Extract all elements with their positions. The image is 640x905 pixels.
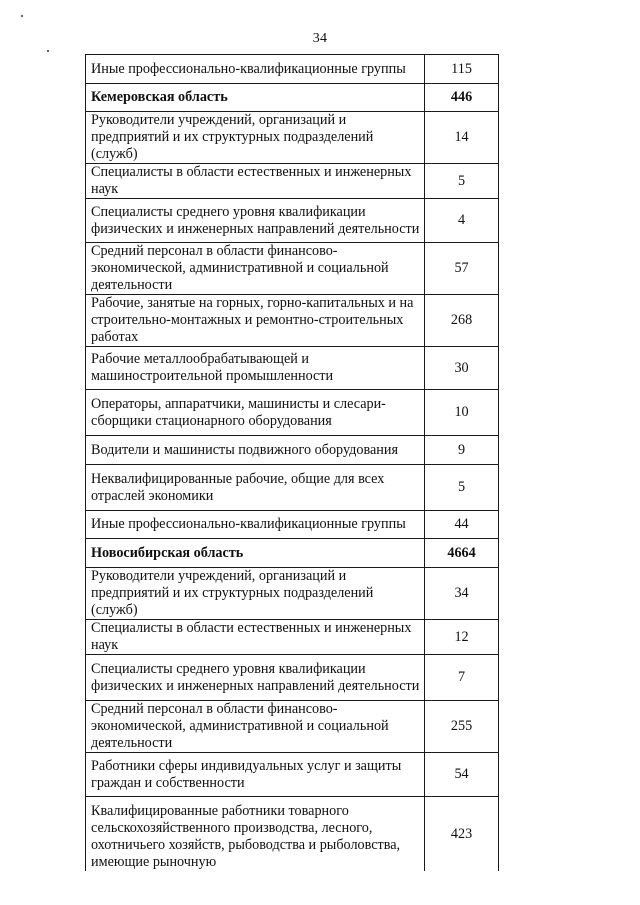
table-row bbox=[86, 243, 499, 295]
row-value: 255 bbox=[425, 701, 499, 753]
row-label: Руководители учреждений, организаций и предприятий и их структурных подразделений (служб) bbox=[86, 112, 425, 164]
region-name: Кемеровская область bbox=[86, 84, 425, 112]
row-value: 57 bbox=[425, 243, 499, 295]
table-row bbox=[86, 164, 499, 199]
table-row bbox=[86, 655, 499, 701]
row-label: Специалисты в области естественных и инженерных наук bbox=[86, 620, 425, 655]
row-value: 12 bbox=[425, 620, 499, 655]
row-label: Руководители учреждений, организаций и предприятий и их структурных подразделений (служб) bbox=[86, 568, 425, 620]
row-value: 5 bbox=[425, 164, 499, 199]
table-row bbox=[86, 199, 499, 243]
region-name: Новосибирская область bbox=[86, 539, 425, 568]
table-row bbox=[86, 390, 499, 436]
row-value: 54 bbox=[425, 753, 499, 797]
row-value: 423 bbox=[425, 797, 499, 872]
row-label: Неквалифицированные рабочие, общие для всех отраслей экономики bbox=[86, 465, 425, 511]
region-total: 4664 bbox=[425, 539, 499, 568]
data-table bbox=[85, 54, 499, 871]
region-row bbox=[86, 539, 499, 568]
row-label: Иные профессионально-квалификационные группы bbox=[86, 55, 425, 84]
table-row-cut bbox=[86, 797, 499, 872]
row-label: Водители и машинисты подвижного оборудования bbox=[86, 436, 425, 465]
row-label: Специалисты среднего уровня квалификации физических и инженерных направлений деятельности bbox=[86, 655, 425, 701]
row-label: Операторы, аппаратчики, машинисты и слесари-сборщики стационарного оборудования bbox=[86, 390, 425, 436]
row-value: 4 bbox=[425, 199, 499, 243]
table-row bbox=[86, 436, 499, 465]
row-label: Специалисты среднего уровня квалификации физических и инженерных направлений деятельности bbox=[86, 199, 425, 243]
table-row bbox=[86, 465, 499, 511]
row-value: 268 bbox=[425, 295, 499, 347]
row-label: Рабочие металлообрабатывающей и машиностроительной промышленности bbox=[86, 347, 425, 390]
table-row bbox=[86, 511, 499, 539]
row-label: Квалифицированные работники товарного сельскохозяйственного производства, лесного, охотничьего хозяйств, рыбоводства и рыболовства, имеющие рыночную bbox=[86, 797, 425, 872]
row-value: 34 bbox=[425, 568, 499, 620]
row-label: Иные профессионально-квалификационные группы bbox=[86, 511, 425, 539]
row-label: Средний персонал в области финансово-экономической, административной и социальной деятельности bbox=[86, 701, 425, 753]
table-row bbox=[86, 347, 499, 390]
table-row bbox=[86, 701, 499, 753]
row-value: 14 bbox=[425, 112, 499, 164]
row-value: 9 bbox=[425, 436, 499, 465]
row-value: 115 bbox=[425, 55, 499, 84]
row-value: 5 bbox=[425, 465, 499, 511]
row-value: 30 bbox=[425, 347, 499, 390]
region-row bbox=[86, 84, 499, 112]
table-row bbox=[86, 753, 499, 797]
row-value: 10 bbox=[425, 390, 499, 436]
row-label: Работники сферы индивидуальных услуг и защиты граждан и собственности bbox=[86, 753, 425, 797]
table-row bbox=[86, 55, 499, 84]
table-row bbox=[86, 112, 499, 164]
row-value: 7 bbox=[425, 655, 499, 701]
region-total: 446 bbox=[425, 84, 499, 112]
row-value: 44 bbox=[425, 511, 499, 539]
table-row bbox=[86, 620, 499, 655]
row-label: Рабочие, занятые на горных, горно-капитальных и на строительно-монтажных и ремонтно-строительных работах bbox=[86, 295, 425, 347]
scan-speck bbox=[47, 50, 49, 52]
row-label: Специалисты в области естественных и инженерных наук bbox=[86, 164, 425, 199]
table-row bbox=[86, 295, 499, 347]
page-number: 34 bbox=[312, 31, 328, 46]
table-row bbox=[86, 568, 499, 620]
row-label: Средний персонал в области финансово-экономической, административной и социальной деятельности bbox=[86, 243, 425, 295]
table-body bbox=[86, 55, 499, 872]
scan-speck bbox=[21, 15, 23, 17]
